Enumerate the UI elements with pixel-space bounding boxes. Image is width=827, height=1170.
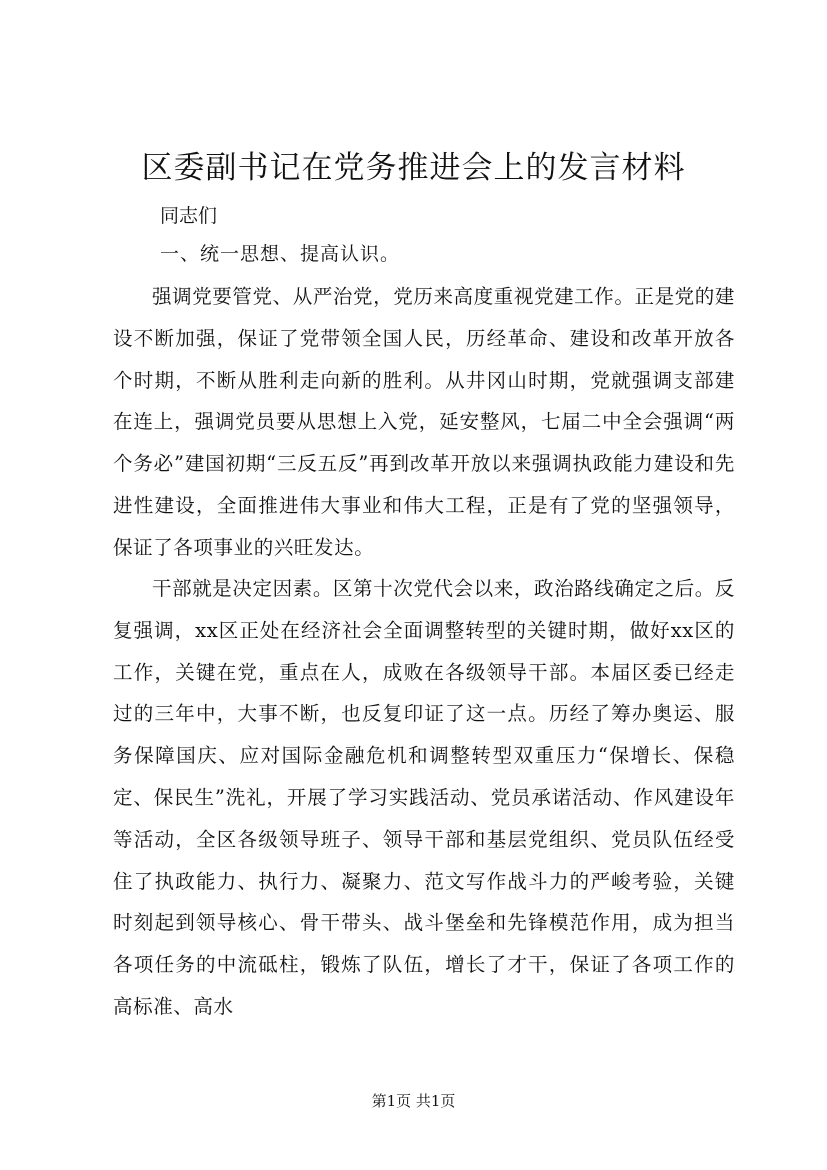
document-title: 区委副书记在党务推进会上的发言材料 — [141, 150, 686, 186]
page-footer: 第1页 共1页 — [371, 1092, 456, 1110]
body-paragraph-1: 强调党要管党、从严治党，党历来高度重视党建工作。正是党的建设不断加强，保证了党带领全国人民，历经革命、建设和改革开放各个时期，不断从胜利走向新的胜利。从井冈山时期，党就强调支部建在连上，强调党员要从思想上入党，延安整风，七届二中全会强调“两个务必”建国初期“三反五反”再到改革开放以来强调执政能力建设和先进性建设，全面推进伟大事业和伟大工程，正是有了党的坚强领导，保证了各项事业的兴旺发达。 — [113, 285, 735, 559]
salutation: 同志们 — [160, 205, 218, 227]
body-paragraph-2: 干部就是决定因素。区第十次党代会以来，政治路线确定之后。反复强调，xx区正处在经济社会全面调整转型的关键时期，做好xx区的工作，关键在党，重点在人，成败在各级领导干部。本届区委已经走过的三年中，大事不断，也反复印证了这一点。历经了筹办奥运、服务保障国庆、应对国际金融危机和调整转型双重压力“保增长、保稳定、保民生”洗礼，开展了学习实践活动、党员承诺活动、作风建设年等活动，全区各级领导班子、领导干部和基层党组织、党员队伍经受住了执政能力、执行力、凝聚力、范文写作战斗力的严峻考验，关键时刻起到领导核心、骨干带头、战斗堡垒和先锋模范作用，成为担当各项任务的中流砥柱，锻炼了队伍，增长了才干，保证了各项工作的高标准、高水 — [113, 577, 735, 1018]
section-heading: 一、统一思想、提高认识。 — [160, 243, 401, 265]
